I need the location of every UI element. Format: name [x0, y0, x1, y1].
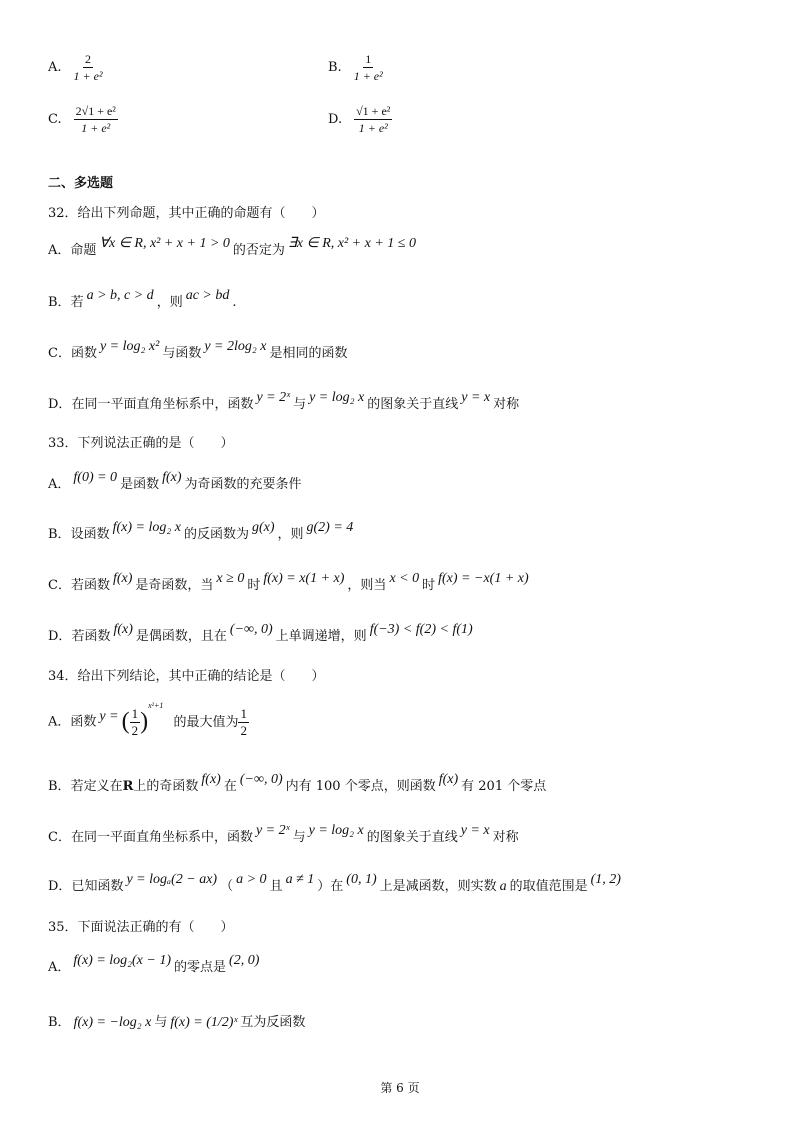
question-34-option-b: B．若定义在R上的奇函数 f(x) 在 (−∞, 0) 内有 100 个零点，则函数 f(x) 有 201 个零点 — [48, 772, 547, 794]
choice-prev-a: A. $\frac{2}{\text{1 + e²}}$ — [48, 52, 103, 84]
question-33-option-b: B．设函数 f(x) = log₂ x 的反函数为 g(x) ，则 g(2) = 4 — [48, 520, 354, 542]
fraction: $\frac{1}{\text{1 + e²}}$ — [353, 52, 383, 84]
question-33-option-c: C．若函数 f(x) 是奇函数，当 x ≥ 0 时 f(x) = x(1 + x) ，则当 x < 0 时 f(x) = −x(1 + x) — [48, 571, 529, 593]
question-34-option-c: C．在同一平面直角坐标系中，函数 y = 2ˣ 与 y = log₂ x 的图象关于直线 y = x 对称 — [48, 823, 519, 845]
question-32-option-b: B．若 a > b, c > d ，则 ac > bd . — [48, 288, 237, 310]
question-32-option-c: C．函数 y = log₂ x² 与函数 y = 2log₂ x 是相同的函数 — [48, 339, 348, 361]
left-paren: ( — [121, 708, 130, 735]
question-35-option-b: B． f(x) = −log₂ x 与 f(x) = (1/2)ˣ 互为反函数 — [48, 1015, 306, 1030]
question-34-stem: 34．给出下列结论，其中正确的结论是（ ） — [48, 669, 325, 684]
question-32-stem: 32．给出下列命题，其中正确的命题有（ ） — [48, 206, 325, 221]
question-33-stem: 33．下列说法正确的是（ ） — [48, 436, 234, 451]
fraction: $\frac{1}{2}$ — [131, 706, 139, 738]
section-title: 二、多选题 — [48, 176, 114, 191]
fraction: $\frac{\text{2√1 + e²}}{\text{1 + e²}}$ — [75, 104, 116, 136]
fraction: $\frac{2}{\text{1 + e²}}$ — [73, 52, 103, 84]
choice-prev-b: B. $\frac{1}{\text{1 + e²}}$ — [328, 52, 383, 84]
question-35-stem: 35．下面说法正确的有（ ） — [48, 920, 234, 935]
question-33-option-d: D．若函数 f(x) 是偶函数，且在 (−∞, 0) 上单调递增，则 f(−3) < f(2) < f(1) — [48, 622, 473, 644]
question-33-option-a: A． f(0) = 0 是函数 f(x) 为奇函数的充要条件 — [48, 470, 302, 492]
question-34-option-a: A．函数 y = ( $\frac{1}{2}$ )$^{x^2+1}$的最大值为 $\frac{1}{2}$ — [48, 701, 247, 738]
right-paren: ) — [140, 708, 149, 735]
question-32-option-d: D．在同一平面直角坐标系中，函数 y = 2ˣ 与 y = log₂ x 的图象关于直线 y = x 对称 — [48, 390, 520, 412]
question-35-option-a: A． f(x) = log₂(x − 1) 的零点是 (2, 0) — [48, 953, 260, 975]
question-34-option-d: D．已知函数 y = logₐ(2 − ax) （ a > 0 且 a ≠ 1 ）在 (0, 1) 上是减函数，则实数 a 的取值范围是 (1, 2) — [48, 872, 621, 894]
fraction: $\frac{1}{2}$ — [240, 706, 247, 738]
question-32-option-a: A．命题 ∀x ∈ R, x² + x + 1 > 0 的否定为 ∃x ∈ R, x² + x + 1 ≤ 0 — [48, 236, 416, 258]
fraction: $\frac{\text{√1 + e²}}{\text{1 + e²}}$ — [356, 104, 391, 136]
choice-prev-d: D. $\frac{\text{√1 + e²}}{\text{1 + e²}}$ — [328, 104, 391, 136]
choice-prev-c: C. $\frac{\text{2√1 + e²}}{\text{1 + e²}}$ — [48, 104, 116, 136]
page-number: 第 6 页 — [380, 1081, 420, 1095]
